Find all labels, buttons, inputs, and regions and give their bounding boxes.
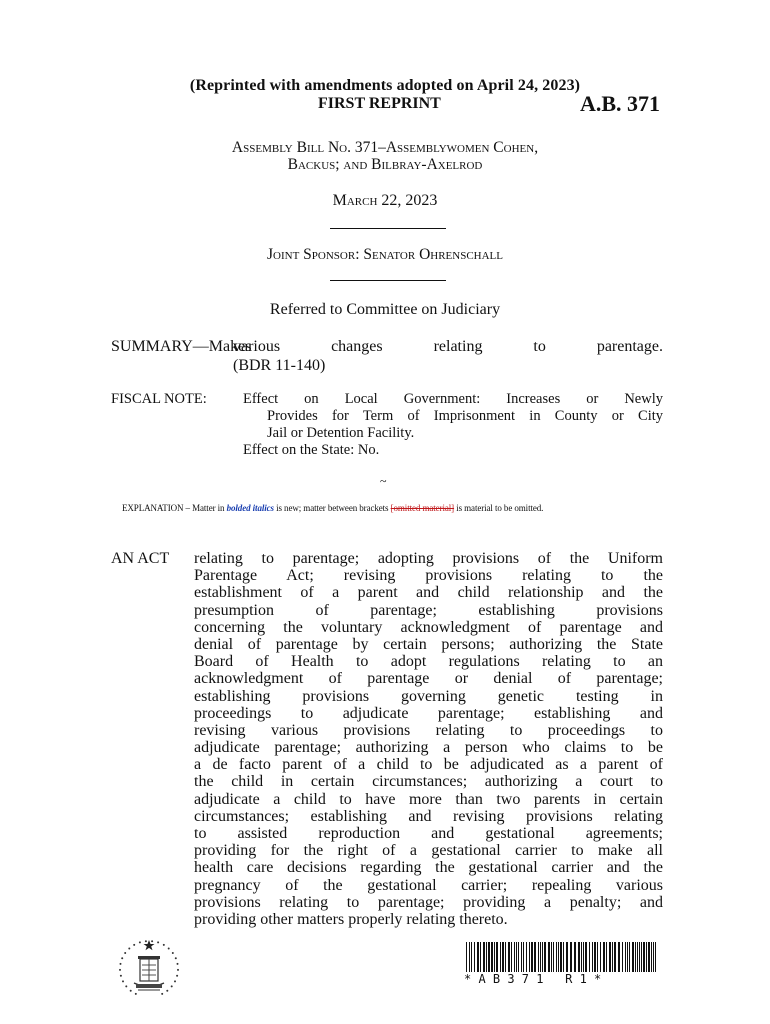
fiscal-note-line: Jail or Detention Facility. [267,425,415,441]
act-text-line: providing other matters properly relating thereto. [194,910,508,928]
summary-text: various changes relating to parentage. [233,338,663,355]
act-text [194,550,663,928]
bill-title-line-1: Assembly Bill No. 371–Assemblywomen Cohen, [231,139,539,156]
act-text-line: denial of parentage by certain persons; authorizing the State [194,635,663,653]
fiscal-note-line: Provides for Term of Imprisonment in County or City [267,408,663,424]
act-text-line: acknowledgment of parentage or denial of parentage; [194,670,663,688]
explanation-note [122,503,543,513]
barcode-icon [464,942,659,972]
act-text-line: provisions relating to parentage; providing a penalty; and [194,893,663,911]
barcode-label: * A B 3 7 1 R 1 * [464,972,602,986]
first-reprint-label: FIRST REPRINT [318,95,441,112]
explanation-middle: is new; matter between brackets [273,503,391,513]
bdr-number: (BDR 11-140) [233,357,326,374]
act-text-line: to assisted reproduction and gestational agreements; [194,825,663,842]
bill-title-line-2: Backus; and Bilbray-Axelrod [287,156,483,173]
act-text-line: the child in certain circumstances; authorizing a court to [194,773,663,791]
act-text-line: circumstances; establishing and revising provisions relating [194,807,663,825]
summary-label: SUMMARY—Makes [111,338,252,355]
act-text-line: proceedings to adjudicate parentage; establishing and [194,704,663,722]
act-text-line: presumption of parentage; establishing provisions [194,601,663,619]
explanation-prefix: EXPLANATION – Matter in [122,503,227,513]
reprint-note: (Reprinted with amendments adopted on April 24, 2023) [189,77,581,94]
act-text-line: concerning the voluntary acknowledgment of parentage and [194,618,663,636]
state-seal-icon [116,938,182,1000]
explanation-suffix: is material to be omitted. [454,503,544,513]
act-text-line: Parentage Act; revising provisions relating to the [194,567,663,585]
act-text-line: establishment of a parent and child relationship and the [194,584,663,602]
bill-number: A.B. 371 [580,91,661,116]
act-text-line: relating to parentage; adopting provisions of the Uniform [194,550,663,567]
fiscal-note-line: Effect on Local Government: Increases or Newly [243,391,663,407]
act-text-line: pregnancy of the gestational carrier; repealing various [194,876,663,894]
act-text-line: adjudicate a child to have more than two parents in certain [194,790,663,808]
divider-rule [330,280,446,281]
committee-referral: Referred to Committee on Judiciary [269,301,501,318]
act-label: AN ACT [111,550,170,567]
act-text-line: providing for the right of a gestational carrier to make all [194,842,663,860]
introduction-date: March 22, 2023 [332,192,438,209]
act-text-line: revising various provisions relating to proceedings to [194,721,663,739]
explanation-new-matter: bolded italics [226,503,274,513]
act-text-line: adjudicate parentage; authorizing a person who claims to be [194,739,663,757]
act-text-line: establishing provisions governing genetic testing in [194,687,663,705]
fiscal-note-label: FISCAL NOTE: [111,391,207,407]
act-text-line: Board of Health to adopt regulations relating to an [194,653,663,671]
fiscal-note-state-effect: Effect on the State: No. [243,442,380,458]
act-text-line: health care decisions regarding the gestational carrier and the [194,859,663,877]
act-text-line: a de facto parent of a child to be adjudicated as a parent of [194,756,663,774]
joint-sponsor: Joint Sponsor: Senator Ohrenschall [267,246,503,263]
explanation-omitted-matter: [omitted material] [390,503,455,513]
section-separator: ~ [380,474,387,488]
divider-rule [330,228,446,229]
